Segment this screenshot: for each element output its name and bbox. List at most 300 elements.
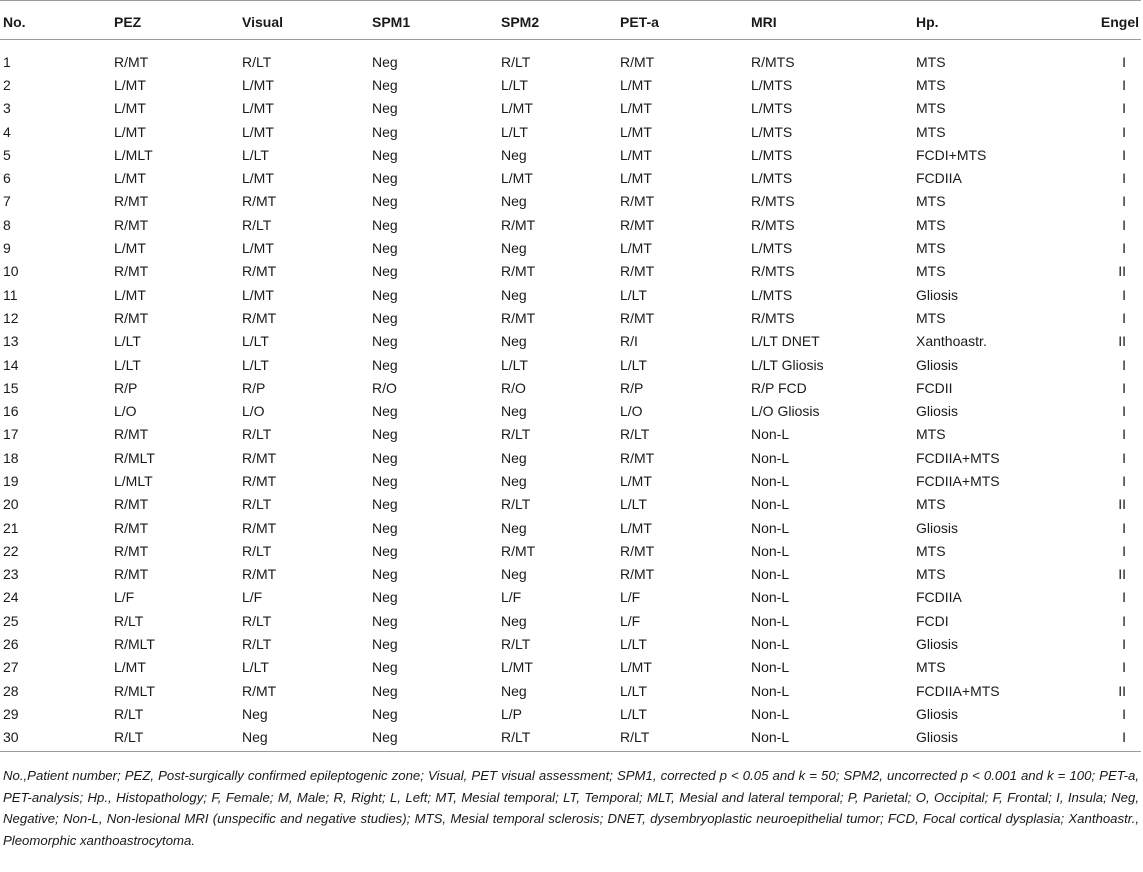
table-row xyxy=(0,353,1141,376)
table-cell: I xyxy=(1122,193,1126,210)
table-cell: L/LT xyxy=(114,356,141,373)
table-cell: MTS xyxy=(916,496,946,513)
table-cell: L/LT xyxy=(242,659,269,676)
table-cell: Non-L xyxy=(751,519,790,536)
table-cell: Neg xyxy=(372,286,398,303)
table-cell: R/MT xyxy=(501,263,536,280)
table-cell: Neg xyxy=(372,449,398,466)
table-cell: L/MT xyxy=(501,659,533,676)
table-cell: L/F xyxy=(242,589,263,606)
table-cell: Non-L xyxy=(751,472,790,489)
table-cell: FCDIIA xyxy=(916,170,962,187)
table-cell: I xyxy=(1122,240,1126,257)
table-cell: L/MT xyxy=(114,123,146,140)
table-cell: 25 xyxy=(3,612,19,629)
table-cell: Neg xyxy=(501,612,527,629)
table-cell: 5 xyxy=(3,146,11,163)
table-cell: I xyxy=(1122,519,1126,536)
table-row xyxy=(0,702,1141,725)
table-cell: L/MT xyxy=(620,519,652,536)
table-cell: Neg xyxy=(372,612,398,629)
table-cell: R/MTS xyxy=(751,53,795,70)
table-cell: 4 xyxy=(3,123,11,140)
table-cell: R/MT xyxy=(114,263,149,280)
table-cell: L/MTS xyxy=(751,146,793,163)
table-cell: Neg xyxy=(372,519,398,536)
table-cell: R/LT xyxy=(242,426,272,443)
table-cell: Neg xyxy=(372,309,398,326)
table-cell: FCDIIA xyxy=(916,589,962,606)
table-cell: Neg xyxy=(501,333,527,350)
table-cell: L/MT xyxy=(242,76,274,93)
table-cell: MTS xyxy=(916,123,946,140)
table-cell: Neg xyxy=(372,356,398,373)
table-cell: R/MT xyxy=(620,193,655,210)
table-cell: I xyxy=(1122,170,1126,187)
table-cell: MTS xyxy=(916,426,946,443)
table-cell: II xyxy=(1118,682,1126,699)
table-cell: R/MT xyxy=(620,566,655,583)
table-row xyxy=(0,306,1141,329)
header-row xyxy=(0,1,1141,40)
table-cell: R/MT xyxy=(114,53,149,70)
table-row xyxy=(0,330,1141,353)
table-row xyxy=(0,166,1141,189)
table-cell: R/MT xyxy=(242,449,277,466)
table-cell: L/MT xyxy=(620,659,652,676)
table-cell: L/MT xyxy=(242,286,274,303)
table-cell: R/LT xyxy=(501,496,531,513)
table-cell: Neg xyxy=(242,705,268,722)
table-cell: R/LT xyxy=(242,496,272,513)
table-cell: 16 xyxy=(3,403,19,420)
table-cell: R/P FCD xyxy=(751,379,807,396)
column-header: No. xyxy=(0,1,114,40)
table-cell: Non-L xyxy=(751,682,790,699)
table-cell: L/MT xyxy=(114,170,146,187)
table-footnote: No.,Patient number; PEZ, Post-surgically confirmed epileptogenic zone; Visual, PET visual assessment; SPM1, corrected p < 0.05 and k = 50; SPM2, uncorrected p < 0.001 and k = 100; PET-a, PET-analysis; Hp., Histopathology; F, Female; M, Male; R, Right; L, Left; MT, Mesial temporal; LT, Temporal; MLT, Mesial and lateral temporal; P, Parietal; O, Occipital; F, Frontal; I, Insula; Neg, Negative; Non-L, Non-lesional MRI (unspecific and negative studies); MTS, Mesial temporal sclerosis; DNET, dysembryoplastic neuroepithelial tumor; FCD, Focal cortical dysplasia; Xanthoastr., Pleomorphic xanthoastrocytoma. xyxy=(3,767,1139,848)
table-row xyxy=(0,586,1141,609)
table-cell: R/LT xyxy=(242,612,272,629)
table-cell: L/MLT xyxy=(114,472,153,489)
table-cell: MTS xyxy=(916,76,946,93)
table-cell: L/MT xyxy=(620,472,652,489)
table-cell: L/MT xyxy=(242,100,274,117)
table-cell: R/MT xyxy=(501,309,536,326)
table-cell: R/MLT xyxy=(114,682,155,699)
table-cell: MTS xyxy=(916,216,946,233)
table-row xyxy=(0,260,1141,283)
table-cell: MTS xyxy=(916,53,946,70)
table-cell: Neg xyxy=(372,682,398,699)
table-cell: R/LT xyxy=(501,636,531,653)
table-cell: I xyxy=(1122,356,1126,373)
table-cell: L/LT xyxy=(242,356,269,373)
table-cell: 21 xyxy=(3,519,19,536)
table-row xyxy=(0,97,1141,120)
table-cell: Non-L xyxy=(751,449,790,466)
table-cell: I xyxy=(1122,705,1126,722)
table-body xyxy=(0,40,1141,752)
table-cell: 29 xyxy=(3,705,19,722)
table-cell: I xyxy=(1122,379,1126,396)
table-row xyxy=(0,469,1141,492)
table-cell: 27 xyxy=(3,659,19,676)
table-row xyxy=(0,423,1141,446)
table-cell: I xyxy=(1122,612,1126,629)
table-cell: R/MT xyxy=(242,682,277,699)
column-header: Visual xyxy=(242,1,372,40)
table-cell: R/LT xyxy=(620,726,751,752)
table-cell: R/MT xyxy=(620,53,655,70)
table-cell: L/LT xyxy=(620,286,647,303)
table-cell: Neg xyxy=(372,53,398,70)
table-cell: L/MT xyxy=(242,240,274,257)
table-cell: L/MT xyxy=(620,76,652,93)
table-cell: R/MT xyxy=(620,263,655,280)
table-cell: I xyxy=(1122,472,1126,489)
table-cell: 1 xyxy=(3,53,11,70)
table-cell: II xyxy=(1118,263,1126,280)
table-cell: I xyxy=(1122,76,1126,93)
table-cell: L/MTS xyxy=(751,76,793,93)
table-cell: L/MT xyxy=(620,123,652,140)
table-row xyxy=(0,399,1141,422)
table-cell: I xyxy=(1122,100,1126,117)
table-cell: R/MT xyxy=(620,216,655,233)
table-cell: L/MT xyxy=(501,170,533,187)
table-cell: FCDIIA+MTS xyxy=(916,472,1000,489)
table-cell: 18 xyxy=(3,449,19,466)
table-row xyxy=(0,213,1141,236)
table-cell: Neg xyxy=(372,542,398,559)
table-cell: Neg xyxy=(372,589,398,606)
table-cell: 10 xyxy=(3,263,19,280)
table-cell: Non-L xyxy=(751,636,790,653)
table-cell: L/MTS xyxy=(751,170,793,187)
table-cell: L/F xyxy=(620,612,641,629)
table-cell: Neg xyxy=(372,76,398,93)
table-cell: Neg xyxy=(372,146,398,163)
table-row xyxy=(0,73,1141,96)
table-row xyxy=(0,283,1141,306)
table-row xyxy=(0,120,1141,143)
table-cell: Non-L xyxy=(751,589,790,606)
table-row xyxy=(0,726,1141,752)
table-cell: R/LT xyxy=(501,53,531,70)
table-cell: L/F xyxy=(114,589,135,606)
table-cell: R/MT xyxy=(620,309,655,326)
table-cell: R/MT xyxy=(242,566,277,583)
table-cell: L/MT xyxy=(114,286,146,303)
table-cell: L/LT xyxy=(501,356,528,373)
table-cell: Neg xyxy=(501,519,527,536)
table-cell: Neg xyxy=(372,170,398,187)
table-cell: 11 xyxy=(3,286,18,303)
table-cell: 2 xyxy=(3,76,11,93)
table-row xyxy=(0,656,1141,679)
table-cell: 30 xyxy=(0,726,114,752)
table-cell: L/F xyxy=(620,589,641,606)
table-cell: Gliosis xyxy=(916,726,1091,752)
table-cell: Neg xyxy=(372,659,398,676)
table-cell: MTS xyxy=(916,566,946,583)
table-cell: MTS xyxy=(916,659,946,676)
table-cell: R/MT xyxy=(620,449,655,466)
table-cell: 8 xyxy=(3,216,11,233)
table-cell: L/MTS xyxy=(751,123,793,140)
column-header: SPM1 xyxy=(372,1,501,40)
table-row xyxy=(0,236,1141,259)
table-cell: MTS xyxy=(916,309,946,326)
table-cell: Non-L xyxy=(751,426,790,443)
table-cell: L/P xyxy=(501,705,523,722)
table-cell: Neg xyxy=(372,472,398,489)
table-cell: L/LT Gliosis xyxy=(751,356,824,373)
table-cell: R/P xyxy=(620,379,644,396)
table-cell: R/LT xyxy=(242,542,272,559)
table-cell: L/LT xyxy=(114,333,141,350)
table-cell: Neg xyxy=(372,705,398,722)
table-row xyxy=(0,190,1141,213)
table-cell: L/MTS xyxy=(751,286,793,303)
table-row xyxy=(0,632,1141,655)
table-cell: L/MLT xyxy=(114,146,153,163)
table-cell: R/I xyxy=(620,333,638,350)
table-cell: 12 xyxy=(3,309,19,326)
table-cell: I xyxy=(1122,449,1126,466)
table-cell: L/MT xyxy=(114,659,146,676)
table-cell: L/LT xyxy=(620,705,647,722)
table-cell: Non-L xyxy=(751,542,790,559)
table-cell: Non-L xyxy=(751,705,790,722)
table-cell: I xyxy=(1122,146,1126,163)
table-cell: Neg xyxy=(372,726,501,752)
column-header: Hp. xyxy=(916,1,1091,40)
table-cell: MTS xyxy=(916,100,946,117)
table-cell: Gliosis xyxy=(916,403,959,420)
table-cell: R/MTS xyxy=(751,309,795,326)
table-cell: L/LT xyxy=(242,333,269,350)
table-cell: R/MT xyxy=(242,309,277,326)
table-cell: R/MT xyxy=(242,472,277,489)
table-cell: Neg xyxy=(372,496,398,513)
table-cell: R/MT xyxy=(114,309,149,326)
table-cell: 20 xyxy=(3,496,19,513)
column-header: PEZ xyxy=(114,1,242,40)
table-cell: R/MT xyxy=(114,496,149,513)
table-cell: R/MT xyxy=(114,426,149,443)
table-cell: L/MTS xyxy=(751,240,793,257)
table-cell: I xyxy=(1122,403,1126,420)
table-cell: L/O xyxy=(114,403,137,420)
table-cell: L/MTS xyxy=(751,100,793,117)
table-cell: I xyxy=(1122,123,1126,140)
table-row xyxy=(0,376,1141,399)
table-cell: R/MT xyxy=(114,542,149,559)
table-cell: Neg xyxy=(501,193,527,210)
table-cell: 3 xyxy=(3,100,11,117)
table-cell: R/MTS xyxy=(751,216,795,233)
table-cell: 17 xyxy=(3,426,19,443)
table-cell: 15 xyxy=(3,379,19,396)
table-cell: R/P xyxy=(242,379,266,396)
table-cell: Gliosis xyxy=(916,356,959,373)
column-header: SPM2 xyxy=(501,1,620,40)
table-row xyxy=(0,446,1141,469)
table-cell: R/O xyxy=(372,379,397,396)
table-cell: Neg xyxy=(372,426,398,443)
table-cell: MTS xyxy=(916,263,946,280)
table-cell: 9 xyxy=(3,240,11,257)
table-cell: R/MLT xyxy=(114,449,155,466)
table-cell: R/MTS xyxy=(751,193,795,210)
table-row xyxy=(0,143,1141,166)
table-cell: II xyxy=(1118,333,1126,350)
table-cell: R/LT xyxy=(620,426,650,443)
table-cell: L/LT xyxy=(620,496,647,513)
table-row xyxy=(0,493,1141,516)
table-cell: 22 xyxy=(3,542,19,559)
table-cell: L/MT xyxy=(114,240,146,257)
table-cell: Xanthoastr. xyxy=(916,333,987,350)
table-cell: Non-L xyxy=(751,659,790,676)
table-cell: I xyxy=(1091,726,1141,752)
table-cell: L/MT xyxy=(620,146,652,163)
table-cell: L/O xyxy=(242,403,265,420)
table-cell: L/MT xyxy=(501,100,533,117)
table-cell: I xyxy=(1122,426,1126,443)
table-cell: Neg xyxy=(372,100,398,117)
table-cell: L/LT xyxy=(501,123,528,140)
table-cell: L/MT xyxy=(620,170,652,187)
table-cell: Gliosis xyxy=(916,636,959,653)
column-header: MRI xyxy=(751,1,916,40)
table-cell: I xyxy=(1122,542,1126,559)
table-cell: R/LT xyxy=(242,636,272,653)
table-cell: L/O Gliosis xyxy=(751,403,820,420)
table-row xyxy=(0,516,1141,539)
table-cell: 14 xyxy=(3,356,19,373)
table-cell: Neg xyxy=(372,216,398,233)
table-cell: I xyxy=(1122,589,1126,606)
table-cell: R/MLT xyxy=(114,636,155,653)
table-cell: 26 xyxy=(3,636,19,653)
table-cell: L/LT xyxy=(620,636,647,653)
table-cell: I xyxy=(1122,53,1126,70)
table-cell: Non-L xyxy=(751,726,916,752)
table-cell: Neg xyxy=(372,636,398,653)
table-cell: R/MT xyxy=(501,542,536,559)
table-cell: Neg xyxy=(372,123,398,140)
table-cell: Neg xyxy=(501,403,527,420)
table-cell: R/MT xyxy=(242,193,277,210)
table-cell: II xyxy=(1118,566,1126,583)
table-cell: FCDIIA+MTS xyxy=(916,682,1000,699)
table-cell: Gliosis xyxy=(916,286,959,303)
table-cell: Neg xyxy=(372,193,398,210)
table-cell: R/MT xyxy=(501,216,536,233)
table-cell: R/MT xyxy=(114,566,149,583)
table-cell: L/LT xyxy=(501,76,528,93)
table-cell: R/LT xyxy=(501,426,531,443)
table-cell: R/LT xyxy=(242,216,272,233)
table-cell: Neg xyxy=(242,726,372,752)
table-row xyxy=(0,40,1141,74)
table-cell: R/MTS xyxy=(751,263,795,280)
table-cell: R/MT xyxy=(242,263,277,280)
table-cell: L/O xyxy=(620,403,643,420)
table-cell: I xyxy=(1122,216,1126,233)
table-cell: Gliosis xyxy=(916,705,959,722)
table-cell: Neg xyxy=(372,240,398,257)
table-cell: R/LT xyxy=(114,705,144,722)
table-cell: R/LT xyxy=(114,612,144,629)
table-cell: R/LT xyxy=(501,726,620,752)
table-cell: FCDII xyxy=(916,379,953,396)
table-cell: I xyxy=(1122,636,1126,653)
table-cell: MTS xyxy=(916,193,946,210)
table-cell: Non-L xyxy=(751,612,790,629)
table-cell: 23 xyxy=(3,566,19,583)
table-cell: Neg xyxy=(372,333,398,350)
table-cell: I xyxy=(1122,309,1126,326)
table-cell: II xyxy=(1118,496,1126,513)
table-cell: L/F xyxy=(501,589,522,606)
table-cell: Neg xyxy=(501,566,527,583)
table-cell: Neg xyxy=(501,240,527,257)
table-cell: R/LT xyxy=(114,726,242,752)
table-cell: FCDIIA+MTS xyxy=(916,449,1000,466)
table-cell: 13 xyxy=(3,333,19,350)
table-cell: Non-L xyxy=(751,566,790,583)
table-cell: 28 xyxy=(3,682,19,699)
table-cell: I xyxy=(1122,659,1126,676)
table-cell: 6 xyxy=(3,170,11,187)
table-cell: R/LT xyxy=(242,53,272,70)
table-cell: R/P xyxy=(114,379,138,396)
table-cell: Neg xyxy=(372,263,398,280)
table-cell: L/LT xyxy=(620,682,647,699)
table-cell: L/MT xyxy=(620,240,652,257)
table-row xyxy=(0,609,1141,632)
table-row xyxy=(0,563,1141,586)
table-cell: MTS xyxy=(916,240,946,257)
table-cell: R/O xyxy=(501,379,526,396)
table-cell: R/MT xyxy=(114,519,149,536)
table-cell: I xyxy=(1122,286,1126,303)
table-cell: 19 xyxy=(3,472,19,489)
table-cell: L/MT xyxy=(242,123,274,140)
table-cell: L/LT xyxy=(242,146,269,163)
table-cell: Gliosis xyxy=(916,519,959,536)
table-cell: Neg xyxy=(501,472,527,489)
table-cell: MTS xyxy=(916,542,946,559)
table-cell: R/MT xyxy=(114,193,149,210)
table-row xyxy=(0,539,1141,562)
table-cell: 7 xyxy=(3,193,11,210)
table-cell: L/LT xyxy=(620,356,647,373)
table-cell: Neg xyxy=(501,286,527,303)
table-cell: L/MT xyxy=(620,100,652,117)
table-cell: Neg xyxy=(501,449,527,466)
table-row xyxy=(0,679,1141,702)
column-header: PET-a xyxy=(620,1,751,40)
table-cell: Non-L xyxy=(751,496,790,513)
table-cell: 24 xyxy=(3,589,19,606)
table-cell: FCDI xyxy=(916,612,949,629)
table-cell: L/LT DNET xyxy=(751,333,820,350)
